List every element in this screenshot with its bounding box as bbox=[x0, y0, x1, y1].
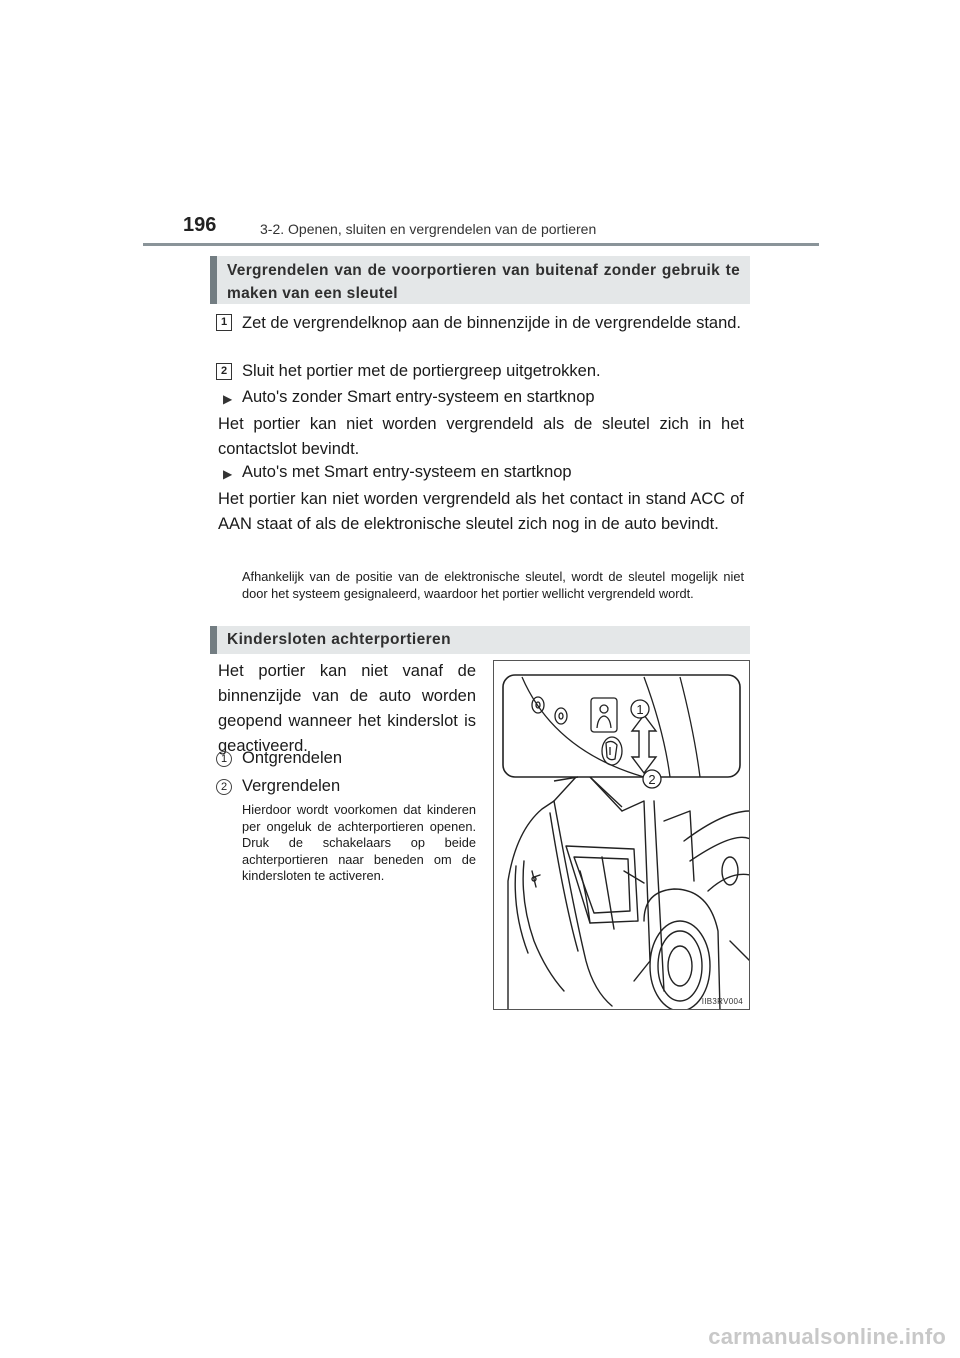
bullet-text-2: Het portier kan niet worden vergrendeld als het contact in stand ACC of AAN staat of als de elektronische sleutel zich nog in de auto bevindt. bbox=[218, 490, 744, 533]
bullet-text-1: Het portier kan niet worden vergrendeld als de sleutel zich in het contactslot bevindt. bbox=[218, 415, 744, 458]
callout-number-2: 2 bbox=[216, 779, 232, 795]
child-lock-illustration bbox=[493, 660, 750, 1010]
callout-1-label: 1 bbox=[636, 702, 644, 717]
step-text-2: Sluit het portier met de portiergreep uitgetrokken. bbox=[242, 362, 601, 380]
step-number-2: 2 bbox=[216, 363, 232, 380]
triangle-bullet-icon: ▶ bbox=[223, 392, 233, 406]
header-divider bbox=[143, 243, 819, 246]
watermark: carmanualsonline.info bbox=[708, 1324, 946, 1349]
child-lock-intro: Het portier kan niet vanaf de binnenzijde van de auto worden geopend wanneer het kinderslot is geactiveerd. bbox=[218, 662, 476, 755]
page-number: 196 bbox=[183, 214, 217, 236]
note-text-1: Afhankelijk van de positie van de elektronische sleutel, wordt de sleutel mogelijk niet door het systeem gesignaleerd, waardoor het portier wellicht vergrendeld wordt. bbox=[242, 569, 744, 601]
callout-number-1: 1 bbox=[216, 751, 232, 767]
step-number-1: 1 bbox=[216, 314, 232, 331]
bullet-label-1: Auto's zonder Smart entry-systeem en startknop bbox=[242, 388, 595, 406]
item-unlock: Ontgrendelen bbox=[242, 749, 342, 767]
step-text-1: Zet de vergrendelknop aan de binnenzijde in de vergrendelde stand. bbox=[242, 314, 742, 332]
rear-door-drawing bbox=[494, 661, 749, 1009]
figure-code: IIB3RV004 bbox=[701, 997, 743, 1006]
item-lock: Vergrendelen bbox=[242, 777, 341, 795]
triangle-bullet-icon: ▶ bbox=[223, 467, 233, 481]
note-text-2: Hierdoor wordt voorkomen dat kinderen per ongeluk de achterportieren openen. Druk de schakelaars op beide achterportieren naar beneden om de kindersloten te activeren. bbox=[242, 802, 476, 883]
bullet-label-2: Auto's met Smart entry-systeem en startknop bbox=[242, 463, 572, 481]
chapter-title: 3-2. Openen, sluiten en vergrendelen van de portieren bbox=[260, 221, 597, 237]
section-heading-door-lock-without-key: Vergrendelen van de voorportieren van buitenaf zonder gebruik te maken van een sleutel bbox=[210, 256, 750, 304]
section-heading-child-locks: Kindersloten achterportieren bbox=[210, 626, 750, 654]
callout-2-label: 2 bbox=[648, 772, 656, 787]
